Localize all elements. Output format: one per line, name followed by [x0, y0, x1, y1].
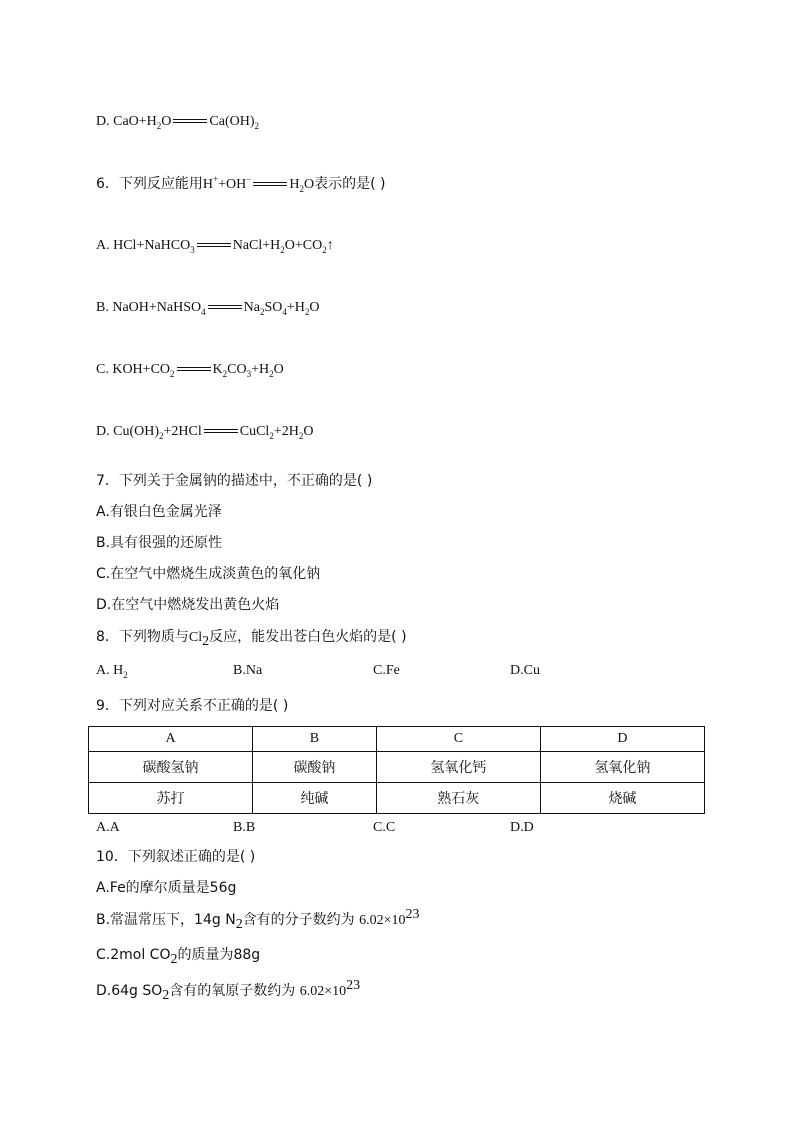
subscript: 2 [269, 431, 274, 441]
option-text: D.64g SO [96, 983, 163, 999]
table-row [89, 752, 705, 783]
subscript: 2 [162, 988, 170, 1003]
q6-option-c [96, 360, 284, 380]
option-text: C.2mol CO [96, 947, 171, 963]
option-text: B.常温常压下，14g N [96, 912, 236, 928]
equals-sign [208, 305, 242, 311]
subscript: 2 [235, 917, 243, 932]
eq-part: CuCl [239, 424, 270, 439]
subscript: 4 [282, 307, 287, 317]
q5-option-d [96, 112, 259, 132]
gas-arrow-icon: ↑ [326, 238, 334, 253]
equals-sign [197, 243, 231, 249]
eq-part: O [303, 177, 315, 192]
eq-part: H [202, 177, 214, 192]
q10-option-a: A.Fe的摩尔质量是56g [96, 880, 237, 896]
subscript: 2 [304, 307, 310, 317]
q7-option-b: B.具有很强的还原性 [96, 535, 223, 551]
equation-left: CaO+H [113, 114, 157, 129]
eq-part: D. Cu(OH) [96, 424, 159, 439]
q9-option-d: D.D [510, 820, 534, 835]
table-header-cell: B [253, 727, 377, 752]
equals-sign [173, 119, 207, 125]
subscript: 2 [254, 121, 260, 131]
q9-option-c: C.C [373, 820, 396, 835]
option-label: D. [96, 114, 110, 129]
subscript: 2 [202, 634, 210, 649]
table-header-cell: D [540, 727, 704, 752]
subscript: 2 [170, 952, 178, 967]
equals-sign [177, 367, 211, 373]
q9-option-b: B.B [233, 820, 256, 835]
option-text: 的质量为88g [177, 947, 261, 963]
eq-part: O [303, 424, 314, 439]
subscript: 2 [269, 369, 274, 379]
eq-part: +H [251, 362, 270, 377]
subscript: 2 [156, 121, 162, 131]
stem-text: 表示的是( ) [314, 176, 386, 192]
table-header-cell: C [376, 727, 540, 752]
q8-option-b: B.Na [233, 663, 263, 678]
subscript: 2 [299, 184, 304, 194]
q9-table [88, 726, 705, 814]
subscript: 2 [159, 431, 164, 441]
eq-part: SO [264, 300, 283, 315]
table-header-cell: A [89, 727, 253, 752]
superscript: 23 [405, 907, 420, 922]
equals-sign [204, 429, 238, 435]
superscript: + [213, 174, 219, 184]
q6-option-d [96, 422, 313, 442]
q7-stem: 7．下列关于金属钠的描述中，不正确的是( ) [96, 473, 373, 489]
eq-part: NaCl+H [232, 238, 281, 253]
q8-option-a [96, 661, 128, 681]
q9-options [96, 818, 716, 838]
q10-option-d [96, 978, 361, 1003]
q8-option-c: C.Fe [373, 663, 400, 678]
table-cell: 氢氧化钠 [540, 752, 704, 783]
equals-sign [253, 182, 287, 188]
eq-part: O [273, 362, 284, 377]
subscript: 2 [259, 307, 265, 317]
table-cell: 碳酸氢钠 [89, 752, 253, 783]
eq-part: C. KOH+CO [96, 362, 171, 377]
subscript: 3 [246, 369, 252, 379]
subscript: 2 [222, 369, 228, 379]
eq-part: +OH [218, 177, 247, 192]
subscript: 2 [322, 245, 327, 255]
q10-option-c [96, 945, 260, 965]
table-cell: 苏打 [89, 783, 253, 814]
eq-part: CO [227, 362, 247, 377]
equation-part: O [161, 114, 172, 129]
stem-text: 8．下列物质与 [96, 629, 189, 645]
subscript: 2 [298, 431, 304, 441]
table-cell: 纯碱 [253, 783, 377, 814]
table-cell: 熟石灰 [376, 783, 540, 814]
subscript: 2 [170, 369, 175, 379]
subscript: 4 [201, 307, 206, 317]
q6-stem [96, 174, 385, 195]
eq-part: H [289, 177, 300, 192]
q7-option-a: A.有银白色金属光泽 [96, 504, 222, 520]
table-header-row [89, 727, 705, 752]
q6-option-b [96, 298, 319, 318]
equation-right: Ca(OH) [209, 114, 255, 129]
option-text: 含有的氧原子数约为 [169, 983, 296, 999]
q6-option-a [96, 236, 334, 256]
eq-part: +2H [273, 424, 299, 439]
stem-text: 反应，能发出苍白色火焰的是( ) [209, 629, 407, 645]
eq-part: +2HCl [163, 424, 202, 439]
q8-option-d: D.Cu [510, 663, 540, 678]
eq-part: Na [243, 300, 260, 315]
table-cell: 氢氧化钙 [376, 752, 540, 783]
superscript: 23 [346, 978, 361, 993]
eq-part: +H [286, 300, 305, 315]
q10-stem: 10．下列叙述正确的是( ) [96, 849, 256, 865]
subscript: 2 [280, 245, 285, 255]
option-text: 含有的分子数约为 [242, 912, 355, 928]
subscript: 2 [123, 670, 128, 680]
ionic-equation [202, 174, 315, 194]
eq-part: O [309, 300, 320, 315]
eq-part: B. NaOH+NaHSO [96, 300, 202, 315]
q7-option-c: C.在空气中燃烧生成淡黄色的氧化钠 [96, 566, 321, 582]
subscript: 3 [190, 245, 195, 255]
eq-part: A. HCl+NaHCO [96, 238, 191, 253]
table-row [89, 783, 705, 814]
table-cell: 烧碱 [540, 783, 704, 814]
table-cell: 碳酸钠 [253, 752, 377, 783]
q7-option-d: D.在空气中燃烧发出黄色火焰 [96, 597, 280, 613]
q9-stem: 9．下列对应关系不正确的是( ) [96, 698, 289, 714]
eq-part: O+CO [284, 238, 323, 253]
eq-part: K [212, 362, 223, 377]
q8-options [96, 661, 716, 681]
superscript: − [246, 174, 252, 184]
stem-text: 6．下列反应能用 [96, 176, 203, 192]
formula: Cl [188, 630, 203, 645]
number: 6.02×10 [359, 913, 406, 928]
option-text: A. H [96, 663, 124, 678]
number: 6.02×10 [299, 984, 347, 999]
q8-stem [96, 627, 407, 648]
q10-option-b [96, 907, 420, 932]
q9-option-a: A.A [96, 820, 120, 835]
